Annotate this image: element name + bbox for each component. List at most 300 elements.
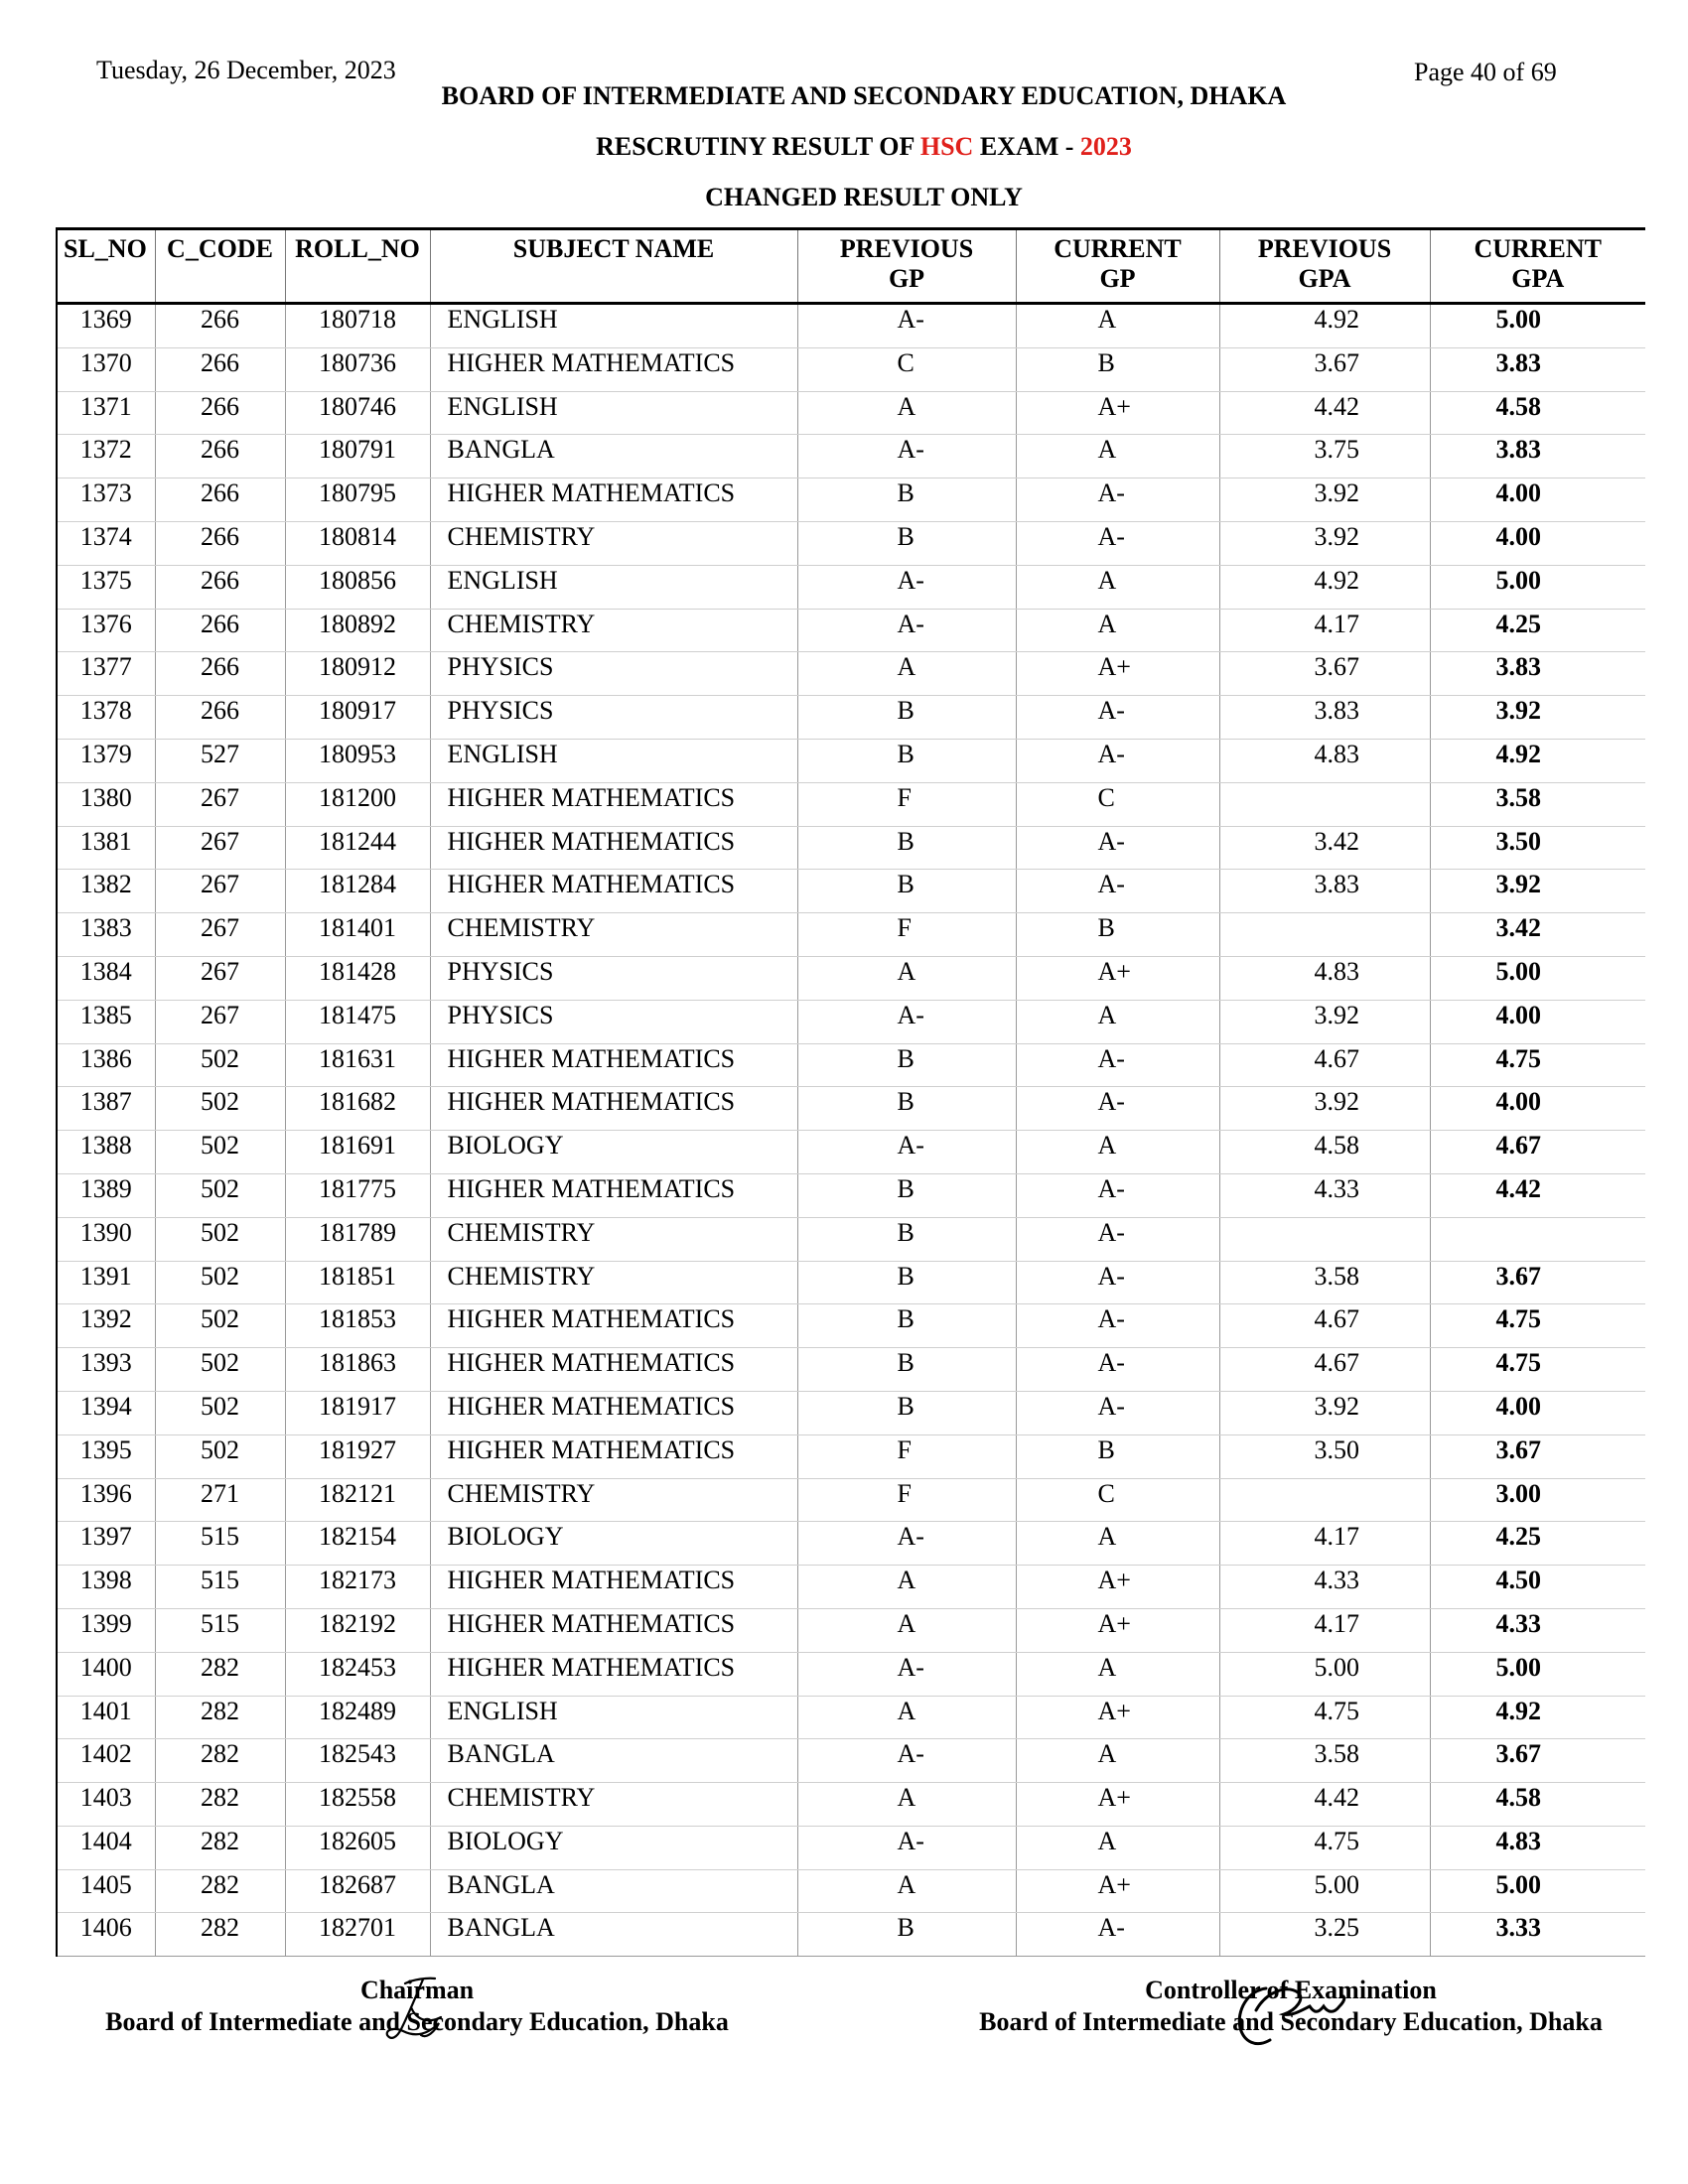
table-row <box>57 1869 1645 1913</box>
current-gp-cell: A- <box>1016 826 1219 870</box>
column-header-line1: PREVIOUS <box>839 234 974 263</box>
current-gp-cell: A+ <box>1016 391 1219 435</box>
previous-gp-cell: F <box>797 1434 1016 1478</box>
c-code-cell: 502 <box>155 1434 285 1478</box>
column-header-line1: PREVIOUS <box>1257 234 1392 263</box>
table-row <box>57 1522 1645 1566</box>
previous-gpa-cell: 4.67 <box>1219 1043 1430 1087</box>
current-gp-cell: A- <box>1016 1087 1219 1131</box>
subject-name-cell: HIGHER MATHEMATICS <box>430 1348 797 1392</box>
column-header-line2: GPA <box>1298 264 1351 293</box>
current-gpa-cell: 4.00 <box>1430 1391 1645 1434</box>
c-code-cell: 266 <box>155 521 285 565</box>
current-gp-cell: A- <box>1016 1304 1219 1348</box>
previous-gpa-cell: 3.58 <box>1219 1261 1430 1304</box>
previous-gp-cell: A- <box>797 1131 1016 1174</box>
sl-no-cell: 1370 <box>57 347 155 391</box>
roll-no-cell: 181284 <box>285 870 430 913</box>
current-gpa-cell: 4.67 <box>1430 1131 1645 1174</box>
roll-no-cell: 180791 <box>285 435 430 478</box>
previous-gp-cell: A <box>797 391 1016 435</box>
column-header <box>1016 229 1219 304</box>
current-gpa-cell: 4.00 <box>1430 521 1645 565</box>
sl-no-cell: 1383 <box>57 913 155 957</box>
current-gp-cell: A- <box>1016 1913 1219 1957</box>
current-gpa-cell: 5.00 <box>1430 1652 1645 1696</box>
sl-no-cell: 1376 <box>57 609 155 652</box>
sl-no-cell: 1404 <box>57 1826 155 1869</box>
sl-no-cell: 1397 <box>57 1522 155 1566</box>
previous-gpa-cell: 5.00 <box>1219 1652 1430 1696</box>
sl-no-cell: 1388 <box>57 1131 155 1174</box>
sl-no-cell: 1379 <box>57 739 155 782</box>
subject-name-cell: BANGLA <box>430 435 797 478</box>
table-row <box>57 782 1645 826</box>
c-code-cell: 502 <box>155 1217 285 1261</box>
previous-gp-cell: A- <box>797 1652 1016 1696</box>
previous-gpa-cell: 4.17 <box>1219 1522 1430 1566</box>
roll-no-cell: 181863 <box>285 1348 430 1392</box>
subject-name-cell: HIGHER MATHEMATICS <box>430 782 797 826</box>
previous-gpa-cell: 4.67 <box>1219 1304 1430 1348</box>
table-row <box>57 826 1645 870</box>
current-gp-cell: A <box>1016 1826 1219 1869</box>
current-gp-cell: A <box>1016 304 1219 348</box>
previous-gp-cell: A- <box>797 304 1016 348</box>
roll-no-cell: 181682 <box>285 1087 430 1131</box>
previous-gp-cell: B <box>797 1087 1016 1131</box>
sl-no-cell: 1378 <box>57 696 155 740</box>
c-code-cell: 266 <box>155 478 285 522</box>
table-row <box>57 1043 1645 1087</box>
current-gp-cell: A+ <box>1016 1869 1219 1913</box>
c-code-cell: 282 <box>155 1739 285 1783</box>
current-gpa-cell: 3.92 <box>1430 696 1645 740</box>
current-gpa-cell: 3.00 <box>1430 1478 1645 1522</box>
previous-gp-cell: A- <box>797 1522 1016 1566</box>
column-header-line2: GP <box>888 264 925 293</box>
table-row <box>57 1826 1645 1869</box>
table-row <box>57 304 1645 348</box>
current-gpa-cell: 4.83 <box>1430 1826 1645 1869</box>
subject-name-cell: PHYSICS <box>430 696 797 740</box>
current-gp-cell: A- <box>1016 1261 1219 1304</box>
subject-name-cell: BIOLOGY <box>430 1826 797 1869</box>
subject-name-cell: ENGLISH <box>430 739 797 782</box>
subject-name-cell: CHEMISTRY <box>430 1478 797 1522</box>
c-code-cell: 515 <box>155 1608 285 1652</box>
c-code-cell: 282 <box>155 1783 285 1827</box>
sl-no-cell: 1401 <box>57 1696 155 1739</box>
current-gpa-cell: 4.58 <box>1430 1783 1645 1827</box>
column-header <box>1219 229 1430 304</box>
current-gpa-cell: 3.67 <box>1430 1261 1645 1304</box>
c-code-cell: 502 <box>155 1173 285 1217</box>
c-code-cell: 282 <box>155 1869 285 1913</box>
previous-gp-cell: B <box>797 870 1016 913</box>
table-row <box>57 1173 1645 1217</box>
sl-no-cell: 1399 <box>57 1608 155 1652</box>
c-code-cell: 267 <box>155 870 285 913</box>
table-row <box>57 1217 1645 1261</box>
previous-gp-cell: B <box>797 1348 1016 1392</box>
column-header <box>430 229 797 304</box>
subject-name-cell: PHYSICS <box>430 956 797 1000</box>
current-gp-cell: A- <box>1016 1043 1219 1087</box>
table-row <box>57 1783 1645 1827</box>
roll-no-cell: 182453 <box>285 1652 430 1696</box>
c-code-cell: 267 <box>155 956 285 1000</box>
previous-gp-cell: A <box>797 652 1016 696</box>
current-gpa-cell <box>1430 1217 1645 1261</box>
subject-name-cell: HIGHER MATHEMATICS <box>430 478 797 522</box>
subject-name-cell: HIGHER MATHEMATICS <box>430 1173 797 1217</box>
column-header-line2: GP <box>1099 264 1136 293</box>
current-gpa-cell: 4.75 <box>1430 1043 1645 1087</box>
previous-gpa-cell: 3.42 <box>1219 826 1430 870</box>
c-code-cell: 515 <box>155 1566 285 1609</box>
sl-no-cell: 1391 <box>57 1261 155 1304</box>
table-row <box>57 565 1645 609</box>
table-row <box>57 1087 1645 1131</box>
c-code-cell: 266 <box>155 391 285 435</box>
previous-gpa-cell: 3.92 <box>1219 478 1430 522</box>
subject-name-cell: BANGLA <box>430 1869 797 1913</box>
current-gp-cell: A <box>1016 1652 1219 1696</box>
subject-name-cell: ENGLISH <box>430 1696 797 1739</box>
current-gpa-cell: 3.92 <box>1430 870 1645 913</box>
table-row <box>57 1478 1645 1522</box>
roll-no-cell: 181428 <box>285 956 430 1000</box>
previous-gpa-cell <box>1219 782 1430 826</box>
previous-gp-cell: A- <box>797 1826 1016 1869</box>
sl-no-cell: 1386 <box>57 1043 155 1087</box>
current-gp-cell: A- <box>1016 696 1219 740</box>
roll-no-cell: 181775 <box>285 1173 430 1217</box>
column-header-line2: GPA <box>1511 264 1565 293</box>
current-gp-cell: A <box>1016 1739 1219 1783</box>
sl-no-cell: 1396 <box>57 1478 155 1522</box>
roll-no-cell: 181691 <box>285 1131 430 1174</box>
previous-gp-cell: B <box>797 826 1016 870</box>
c-code-cell: 282 <box>155 1696 285 1739</box>
controller-title: Controller of Examination <box>1145 1976 1437 2004</box>
table-row <box>57 696 1645 740</box>
result-title-mid: EXAM - <box>973 132 1080 161</box>
previous-gpa-cell: 4.42 <box>1219 1783 1430 1827</box>
current-gpa-cell: 3.58 <box>1430 782 1645 826</box>
current-gp-cell: A <box>1016 1522 1219 1566</box>
c-code-cell: 527 <box>155 739 285 782</box>
roll-no-cell: 181853 <box>285 1304 430 1348</box>
sl-no-cell: 1385 <box>57 1000 155 1043</box>
current-gpa-cell: 3.33 <box>1430 1913 1645 1957</box>
roll-no-cell: 180892 <box>285 609 430 652</box>
current-gp-cell: A- <box>1016 521 1219 565</box>
c-code-cell: 502 <box>155 1391 285 1434</box>
header-row <box>57 229 1645 304</box>
table-row <box>57 521 1645 565</box>
previous-gp-cell: A <box>797 1869 1016 1913</box>
current-gp-cell: A- <box>1016 739 1219 782</box>
c-code-cell: 282 <box>155 1652 285 1696</box>
previous-gpa-cell: 5.00 <box>1219 1869 1430 1913</box>
column-header-line1: SL_NO <box>64 234 147 263</box>
previous-gp-cell: A <box>797 1608 1016 1652</box>
roll-no-cell: 181927 <box>285 1434 430 1478</box>
previous-gpa-cell: 3.92 <box>1219 521 1430 565</box>
subject-name-cell: CHEMISTRY <box>430 609 797 652</box>
previous-gpa-cell: 4.83 <box>1219 956 1430 1000</box>
column-header-line1: C_CODE <box>167 234 273 263</box>
roll-no-cell: 182605 <box>285 1826 430 1869</box>
previous-gp-cell: F <box>797 913 1016 957</box>
changed-result-subtitle: CHANGED RESULT ONLY <box>705 183 1023 211</box>
current-gp-cell: A+ <box>1016 1608 1219 1652</box>
previous-gp-cell: A- <box>797 565 1016 609</box>
result-title-exam: HSC <box>919 132 974 161</box>
current-gpa-cell: 4.25 <box>1430 1522 1645 1566</box>
c-code-cell: 502 <box>155 1304 285 1348</box>
sl-no-cell: 1369 <box>57 304 155 348</box>
previous-gp-cell: A- <box>797 435 1016 478</box>
previous-gp-cell: B <box>797 1173 1016 1217</box>
roll-no-cell: 180718 <box>285 304 430 348</box>
results-table-header <box>57 229 1645 304</box>
sl-no-cell: 1393 <box>57 1348 155 1392</box>
current-gp-cell: A+ <box>1016 1566 1219 1609</box>
subject-name-cell: PHYSICS <box>430 1000 797 1043</box>
current-gp-cell: A <box>1016 1131 1219 1174</box>
current-gp-cell: B <box>1016 913 1219 957</box>
previous-gpa-cell: 3.67 <box>1219 652 1430 696</box>
current-gpa-cell: 4.33 <box>1430 1608 1645 1652</box>
sl-no-cell: 1390 <box>57 1217 155 1261</box>
sl-no-cell: 1406 <box>57 1913 155 1957</box>
current-gpa-cell: 4.92 <box>1430 739 1645 782</box>
result-title-prefix: RESCRUTINY RESULT OF <box>596 132 920 161</box>
previous-gpa-cell: 3.67 <box>1219 347 1430 391</box>
c-code-cell: 502 <box>155 1043 285 1087</box>
previous-gp-cell: A- <box>797 1000 1016 1043</box>
previous-gpa-cell: 3.92 <box>1219 1391 1430 1434</box>
roll-no-cell: 182543 <box>285 1739 430 1783</box>
current-gpa-cell: 3.50 <box>1430 826 1645 870</box>
chairman-title: Chairman <box>359 1976 475 2004</box>
current-gpa-cell: 3.42 <box>1430 913 1645 957</box>
current-gp-cell: A- <box>1016 1391 1219 1434</box>
sl-no-cell: 1377 <box>57 652 155 696</box>
table-row <box>57 1304 1645 1348</box>
column-header-line1: CURRENT <box>1054 234 1182 263</box>
sl-no-cell: 1380 <box>57 782 155 826</box>
previous-gp-cell: B <box>797 1391 1016 1434</box>
previous-gpa-cell: 3.92 <box>1219 1087 1430 1131</box>
previous-gp-cell: B <box>797 478 1016 522</box>
table-row <box>57 391 1645 435</box>
roll-no-cell: 182701 <box>285 1913 430 1957</box>
subject-name-cell: CHEMISTRY <box>430 1217 797 1261</box>
current-gp-cell: A+ <box>1016 1783 1219 1827</box>
previous-gpa-cell: 4.92 <box>1219 565 1430 609</box>
sl-no-cell: 1382 <box>57 870 155 913</box>
table-row <box>57 1391 1645 1434</box>
previous-gpa-cell: 4.42 <box>1219 391 1430 435</box>
sl-no-cell: 1403 <box>57 1783 155 1827</box>
controller-signature-block <box>933 1975 1648 2038</box>
current-gp-cell: A <box>1016 565 1219 609</box>
subject-name-cell: HIGHER MATHEMATICS <box>430 1566 797 1609</box>
previous-gpa-cell: 3.25 <box>1219 1913 1430 1957</box>
sl-no-cell: 1387 <box>57 1087 155 1131</box>
roll-no-cell: 182687 <box>285 1869 430 1913</box>
current-gp-cell: A- <box>1016 1173 1219 1217</box>
subject-name-cell: HIGHER MATHEMATICS <box>430 1608 797 1652</box>
subject-name-cell: HIGHER MATHEMATICS <box>430 1087 797 1131</box>
column-header <box>57 229 155 304</box>
roll-no-cell: 180912 <box>285 652 430 696</box>
roll-no-cell: 181401 <box>285 913 430 957</box>
roll-no-cell: 181475 <box>285 1000 430 1043</box>
subject-name-cell: HIGHER MATHEMATICS <box>430 870 797 913</box>
sl-no-cell: 1384 <box>57 956 155 1000</box>
current-gpa-cell: 4.58 <box>1430 391 1645 435</box>
previous-gpa-cell: 4.17 <box>1219 609 1430 652</box>
current-gpa-cell: 4.00 <box>1430 1000 1645 1043</box>
c-code-cell: 266 <box>155 565 285 609</box>
sl-no-cell: 1402 <box>57 1739 155 1783</box>
subject-name-cell: HIGHER MATHEMATICS <box>430 1043 797 1087</box>
roll-no-cell: 181917 <box>285 1391 430 1434</box>
results-table-body <box>57 304 1645 1957</box>
current-gpa-cell: 4.25 <box>1430 609 1645 652</box>
roll-no-cell: 180746 <box>285 391 430 435</box>
current-gp-cell: A- <box>1016 1217 1219 1261</box>
table-row <box>57 347 1645 391</box>
subject-name-cell: HIGHER MATHEMATICS <box>430 1391 797 1434</box>
current-gpa-cell: 4.00 <box>1430 1087 1645 1131</box>
current-gp-cell: A <box>1016 1000 1219 1043</box>
subject-name-cell: PHYSICS <box>430 652 797 696</box>
table-row <box>57 1652 1645 1696</box>
previous-gpa-cell: 4.67 <box>1219 1348 1430 1392</box>
current-gpa-cell: 5.00 <box>1430 956 1645 1000</box>
column-header-line1: ROLL_NO <box>295 234 420 263</box>
previous-gpa-cell <box>1219 913 1430 957</box>
previous-gp-cell: B <box>797 1043 1016 1087</box>
table-row <box>57 1696 1645 1739</box>
c-code-cell: 502 <box>155 1087 285 1131</box>
current-gpa-cell: 4.42 <box>1430 1173 1645 1217</box>
current-gp-cell: A- <box>1016 478 1219 522</box>
previous-gpa-cell: 3.50 <box>1219 1434 1430 1478</box>
table-row <box>57 739 1645 782</box>
c-code-cell: 267 <box>155 782 285 826</box>
table-row <box>57 1566 1645 1609</box>
subject-name-cell: HIGHER MATHEMATICS <box>430 1434 797 1478</box>
sl-no-cell: 1374 <box>57 521 155 565</box>
previous-gp-cell: A <box>797 1696 1016 1739</box>
current-gpa-cell: 4.00 <box>1430 478 1645 522</box>
previous-gpa-cell: 4.75 <box>1219 1826 1430 1869</box>
c-code-cell: 266 <box>155 347 285 391</box>
sl-no-cell: 1405 <box>57 1869 155 1913</box>
c-code-cell: 266 <box>155 696 285 740</box>
previous-gp-cell: A- <box>797 1739 1016 1783</box>
chairman-org: Board of Intermediate and Secondary Education, Dhaka <box>105 2007 729 2036</box>
current-gpa-cell: 4.50 <box>1430 1566 1645 1609</box>
current-gp-cell: B <box>1016 347 1219 391</box>
previous-gpa-cell <box>1219 1478 1430 1522</box>
table-row <box>57 609 1645 652</box>
subject-name-cell: BANGLA <box>430 1913 797 1957</box>
c-code-cell: 502 <box>155 1131 285 1174</box>
roll-no-cell: 181789 <box>285 1217 430 1261</box>
previous-gpa-cell: 4.92 <box>1219 304 1430 348</box>
previous-gp-cell: B <box>797 1217 1016 1261</box>
previous-gpa-cell: 3.83 <box>1219 870 1430 913</box>
sl-no-cell: 1381 <box>57 826 155 870</box>
sl-no-cell: 1389 <box>57 1173 155 1217</box>
subject-name-cell: ENGLISH <box>430 565 797 609</box>
roll-no-cell: 180795 <box>285 478 430 522</box>
current-gp-cell: B <box>1016 1434 1219 1478</box>
subject-name-cell: HIGHER MATHEMATICS <box>430 1652 797 1696</box>
current-gp-cell: A- <box>1016 870 1219 913</box>
current-gpa-cell: 3.67 <box>1430 1434 1645 1478</box>
table-row <box>57 1608 1645 1652</box>
roll-no-cell: 180856 <box>285 565 430 609</box>
c-code-cell: 282 <box>155 1826 285 1869</box>
column-header <box>155 229 285 304</box>
sl-no-cell: 1400 <box>57 1652 155 1696</box>
subject-name-cell: CHEMISTRY <box>430 1261 797 1304</box>
result-title-year: 2023 <box>1079 132 1132 161</box>
subject-name-cell: ENGLISH <box>430 304 797 348</box>
current-gp-cell: A+ <box>1016 1696 1219 1739</box>
roll-no-cell: 181851 <box>285 1261 430 1304</box>
c-code-cell: 502 <box>155 1348 285 1392</box>
c-code-cell: 266 <box>155 652 285 696</box>
previous-gpa-cell: 3.58 <box>1219 1739 1430 1783</box>
previous-gpa-cell: 3.83 <box>1219 696 1430 740</box>
previous-gpa-cell: 3.75 <box>1219 435 1430 478</box>
table-row <box>57 478 1645 522</box>
c-code-cell: 271 <box>155 1478 285 1522</box>
previous-gpa-cell: 4.83 <box>1219 739 1430 782</box>
current-gpa-cell: 5.00 <box>1430 1869 1645 1913</box>
subject-name-cell: HIGHER MATHEMATICS <box>430 826 797 870</box>
previous-gp-cell: B <box>797 696 1016 740</box>
previous-gp-cell: B <box>797 1304 1016 1348</box>
current-gpa-cell: 4.92 <box>1430 1696 1645 1739</box>
column-header <box>285 229 430 304</box>
table-row <box>57 435 1645 478</box>
current-gp-cell: A <box>1016 609 1219 652</box>
table-row <box>57 956 1645 1000</box>
roll-no-cell: 180814 <box>285 521 430 565</box>
current-gpa-cell: 3.67 <box>1430 1739 1645 1783</box>
current-gp-cell: A+ <box>1016 956 1219 1000</box>
current-gpa-cell: 4.75 <box>1430 1304 1645 1348</box>
roll-no-cell: 180917 <box>285 696 430 740</box>
roll-no-cell: 182192 <box>285 1608 430 1652</box>
previous-gpa-cell: 4.33 <box>1219 1566 1430 1609</box>
previous-gp-cell: A <box>797 1566 1016 1609</box>
roll-no-cell: 180953 <box>285 739 430 782</box>
previous-gp-cell: B <box>797 521 1016 565</box>
c-code-cell: 502 <box>155 1261 285 1304</box>
